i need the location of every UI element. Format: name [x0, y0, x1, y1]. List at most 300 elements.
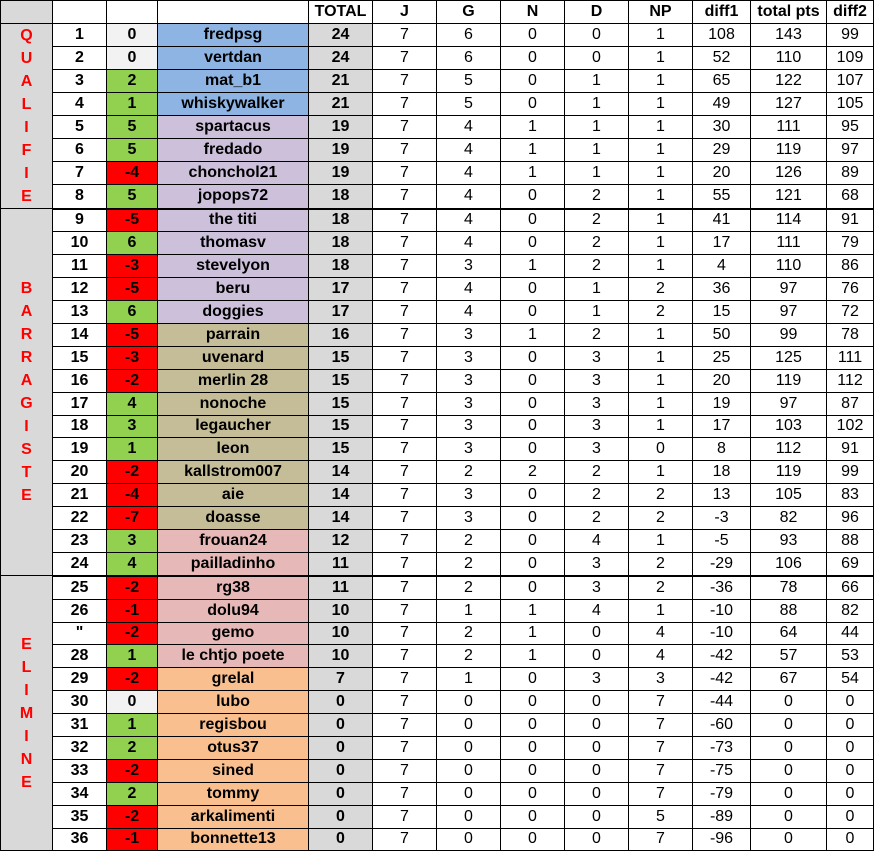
group-letter: E	[21, 635, 32, 653]
diff2-cell: 53	[827, 645, 874, 668]
player-name-cell: lubo	[158, 691, 309, 714]
player-name-cell: rg38	[158, 576, 309, 599]
rank-cell: 22	[53, 507, 107, 530]
diff2-cell: 91	[827, 438, 874, 461]
j-cell: 7	[373, 116, 437, 139]
np-cell: 3	[629, 668, 693, 691]
variation-cell: 3	[107, 415, 158, 438]
total-cell: 14	[309, 484, 373, 507]
rank-cell: 31	[53, 714, 107, 737]
j-cell: 7	[373, 484, 437, 507]
np-cell: 1	[629, 369, 693, 392]
np-cell: 1	[629, 47, 693, 70]
total-cell: 0	[309, 782, 373, 805]
n-cell: 0	[501, 759, 565, 782]
j-cell: 7	[373, 576, 437, 599]
j-cell: 7	[373, 714, 437, 737]
total-cell: 17	[309, 301, 373, 324]
player-name-cell: tommy	[158, 782, 309, 805]
player-name-cell: chonchol21	[158, 162, 309, 185]
variation-cell: -5	[107, 323, 158, 346]
player-name-cell: stevelyon	[158, 255, 309, 278]
player-name-cell: doasse	[158, 507, 309, 530]
np-cell: 1	[629, 232, 693, 255]
pts-cell: 0	[751, 714, 827, 737]
variation-cell: -2	[107, 805, 158, 828]
variation-cell: 0	[107, 47, 158, 70]
n-cell: 0	[501, 529, 565, 552]
g-cell: 3	[437, 255, 501, 278]
np-cell: 7	[629, 736, 693, 759]
d-cell: 3	[565, 346, 629, 369]
variation-cell: -7	[107, 507, 158, 530]
g-cell: 4	[437, 301, 501, 324]
player-name-cell: otus37	[158, 736, 309, 759]
rank-cell: 13	[53, 301, 107, 324]
player-name-cell: doggies	[158, 301, 309, 324]
group-letter: A	[20, 372, 33, 390]
g-cell: 0	[437, 736, 501, 759]
g-cell: 5	[437, 93, 501, 116]
d-cell: 2	[565, 185, 629, 209]
g-cell: 0	[437, 714, 501, 737]
d-cell: 0	[565, 24, 629, 47]
variation-cell: 1	[107, 645, 158, 668]
variation-cell: -4	[107, 484, 158, 507]
table-row	[1, 232, 874, 255]
diff2-cell: 76	[827, 278, 874, 301]
g-cell: 0	[437, 759, 501, 782]
j-cell: 7	[373, 301, 437, 324]
player-name-cell: aie	[158, 484, 309, 507]
group-letter: A	[20, 73, 33, 90]
np-cell: 2	[629, 278, 693, 301]
variation-cell: -3	[107, 255, 158, 278]
np-cell: 0	[629, 438, 693, 461]
j-cell: 7	[373, 209, 437, 232]
variation-cell: -3	[107, 346, 158, 369]
variation-cell: -1	[107, 599, 158, 622]
diff1-cell: -60	[693, 714, 751, 737]
group-letter: R	[20, 349, 33, 367]
diff1-cell: -29	[693, 552, 751, 575]
diff1-cell: 49	[693, 93, 751, 116]
np-cell: 7	[629, 691, 693, 714]
diff1-cell: 8	[693, 438, 751, 461]
total-cell: 17	[309, 278, 373, 301]
table-row	[1, 507, 874, 530]
player-name-cell: beru	[158, 278, 309, 301]
variation-cell: -2	[107, 461, 158, 484]
np-cell: 1	[629, 346, 693, 369]
diff2-cell: 87	[827, 392, 874, 415]
table-row	[1, 782, 874, 805]
d-cell: 1	[565, 70, 629, 93]
pts-cell: 0	[751, 759, 827, 782]
g-cell: 1	[437, 668, 501, 691]
d-cell: 2	[565, 461, 629, 484]
d-cell: 3	[565, 392, 629, 415]
n-cell: 0	[501, 209, 565, 232]
n-cell: 0	[501, 668, 565, 691]
rank-cell: 6	[53, 139, 107, 162]
player-name-cell: frouan24	[158, 529, 309, 552]
variation-cell: 5	[107, 116, 158, 139]
pts-cell: 143	[751, 24, 827, 47]
table-row	[1, 828, 874, 851]
rank-cell: 5	[53, 116, 107, 139]
n-cell: 0	[501, 805, 565, 828]
diff2-cell: 83	[827, 484, 874, 507]
diff2-cell: 107	[827, 70, 874, 93]
j-cell: 7	[373, 599, 437, 622]
player-name-cell: merlin 28	[158, 369, 309, 392]
diff1-cell: -75	[693, 759, 751, 782]
group-letter: I	[24, 165, 29, 182]
group-letter: Q	[20, 27, 33, 44]
total-cell: 15	[309, 392, 373, 415]
player-name-cell: grelal	[158, 668, 309, 691]
j-cell: 7	[373, 278, 437, 301]
diff2-cell: 0	[827, 828, 874, 851]
table-row	[1, 323, 874, 346]
diff1-cell: 41	[693, 209, 751, 232]
d-cell: 3	[565, 576, 629, 599]
table-row	[1, 759, 874, 782]
n-cell: 1	[501, 255, 565, 278]
diff2-cell: 112	[827, 369, 874, 392]
total-cell: 15	[309, 438, 373, 461]
rank-cell: 29	[53, 668, 107, 691]
player-name-cell: vertdan	[158, 47, 309, 70]
total-cell: 16	[309, 323, 373, 346]
pts-cell: 114	[751, 209, 827, 232]
pts-cell: 111	[751, 232, 827, 255]
player-name-cell: le chtjo poete	[158, 645, 309, 668]
pts-cell: 0	[751, 782, 827, 805]
variation-cell: 2	[107, 782, 158, 805]
total-cell: 19	[309, 162, 373, 185]
n-cell: 0	[501, 185, 565, 209]
g-cell: 3	[437, 507, 501, 530]
j-cell: 7	[373, 782, 437, 805]
pts-cell: 82	[751, 507, 827, 530]
diff1-cell: -36	[693, 576, 751, 599]
player-name-cell: mat_b1	[158, 70, 309, 93]
group-letter: E	[21, 773, 32, 791]
n-cell: 1	[501, 139, 565, 162]
pts-cell: 122	[751, 70, 827, 93]
variation-cell: 4	[107, 552, 158, 575]
np-cell: 7	[629, 714, 693, 737]
d-cell: 1	[565, 301, 629, 324]
table-row	[1, 714, 874, 737]
diff2-cell: 105	[827, 93, 874, 116]
table-row	[1, 668, 874, 691]
table-row	[1, 47, 874, 70]
player-name-cell: spartacus	[158, 116, 309, 139]
rank-cell: 3	[53, 70, 107, 93]
g-cell: 1	[437, 599, 501, 622]
pts-cell: 88	[751, 599, 827, 622]
g-cell: 0	[437, 828, 501, 851]
variation-cell: 1	[107, 438, 158, 461]
diff2-cell: 86	[827, 255, 874, 278]
diff1-cell: 20	[693, 162, 751, 185]
d-cell: 3	[565, 369, 629, 392]
total-cell: 0	[309, 691, 373, 714]
variation-cell: -2	[107, 759, 158, 782]
j-cell: 7	[373, 529, 437, 552]
j-cell: 7	[373, 24, 437, 47]
total-cell: 11	[309, 552, 373, 575]
variation-cell: -2	[107, 668, 158, 691]
np-cell: 1	[629, 139, 693, 162]
variation-cell: 5	[107, 185, 158, 209]
header-np: NP	[629, 1, 693, 24]
j-cell: 7	[373, 185, 437, 209]
n-cell: 0	[501, 93, 565, 116]
table-row	[1, 552, 874, 575]
j-cell: 7	[373, 461, 437, 484]
j-cell: 7	[373, 369, 437, 392]
diff1-cell: -79	[693, 782, 751, 805]
diff1-cell: -10	[693, 622, 751, 645]
n-cell: 1	[501, 116, 565, 139]
j-cell: 7	[373, 47, 437, 70]
rank-cell: 32	[53, 736, 107, 759]
diff2-cell: 68	[827, 185, 874, 209]
header-diff1: diff1	[693, 1, 751, 24]
g-cell: 3	[437, 323, 501, 346]
diff1-cell: -96	[693, 828, 751, 851]
n-cell: 0	[501, 346, 565, 369]
pts-cell: 0	[751, 691, 827, 714]
variation-cell: 1	[107, 93, 158, 116]
group-letter: G	[20, 395, 33, 413]
player-name-cell: legaucher	[158, 415, 309, 438]
table-row	[1, 529, 874, 552]
diff1-cell: 65	[693, 70, 751, 93]
table-row	[1, 645, 874, 668]
variation-cell: 4	[107, 392, 158, 415]
table-row	[1, 369, 874, 392]
table-row	[1, 24, 874, 47]
d-cell: 0	[565, 714, 629, 737]
variation-cell: -1	[107, 828, 158, 851]
j-cell: 7	[373, 139, 437, 162]
diff2-cell: 79	[827, 232, 874, 255]
n-cell: 0	[501, 369, 565, 392]
np-cell: 5	[629, 805, 693, 828]
d-cell: 3	[565, 668, 629, 691]
g-cell: 0	[437, 782, 501, 805]
diff2-cell: 0	[827, 736, 874, 759]
pts-cell: 97	[751, 278, 827, 301]
diff1-cell: 15	[693, 301, 751, 324]
total-cell: 12	[309, 529, 373, 552]
j-cell: 7	[373, 323, 437, 346]
header-g: G	[437, 1, 501, 24]
n-cell: 1	[501, 162, 565, 185]
player-name-cell: whiskywalker	[158, 93, 309, 116]
np-cell: 1	[629, 70, 693, 93]
g-cell: 3	[437, 346, 501, 369]
rank-cell: 2	[53, 47, 107, 70]
diff1-cell: 20	[693, 369, 751, 392]
n-cell: 0	[501, 232, 565, 255]
diff1-cell: 29	[693, 139, 751, 162]
g-cell: 0	[437, 805, 501, 828]
np-cell: 7	[629, 782, 693, 805]
table-row	[1, 576, 874, 599]
group-letter: E	[21, 487, 32, 505]
d-cell: 0	[565, 622, 629, 645]
d-cell: 0	[565, 782, 629, 805]
total-cell: 15	[309, 346, 373, 369]
n-cell: 0	[501, 47, 565, 70]
g-cell: 5	[437, 70, 501, 93]
diff2-cell: 72	[827, 301, 874, 324]
rank-cell: "	[53, 622, 107, 645]
rank-cell: 34	[53, 782, 107, 805]
g-cell: 6	[437, 47, 501, 70]
pts-cell: 64	[751, 622, 827, 645]
j-cell: 7	[373, 759, 437, 782]
rank-cell: 8	[53, 185, 107, 209]
d-cell: 4	[565, 529, 629, 552]
diff2-cell: 95	[827, 116, 874, 139]
n-cell: 0	[501, 415, 565, 438]
rank-cell: 7	[53, 162, 107, 185]
table-row	[1, 162, 874, 185]
total-cell: 10	[309, 599, 373, 622]
group-letter: U	[20, 50, 33, 67]
group-letter: I	[24, 418, 29, 436]
group-letter: N	[20, 750, 33, 768]
group-letter: T	[21, 464, 32, 482]
j-cell: 7	[373, 162, 437, 185]
player-name-cell: sined	[158, 759, 309, 782]
total-cell: 14	[309, 507, 373, 530]
diff1-cell: 50	[693, 323, 751, 346]
pts-cell: 0	[751, 805, 827, 828]
g-cell: 2	[437, 461, 501, 484]
rank-cell: 28	[53, 645, 107, 668]
group-letter: B	[20, 280, 33, 298]
table-row	[1, 346, 874, 369]
rank-cell: 24	[53, 552, 107, 575]
n-cell: 0	[501, 782, 565, 805]
np-cell: 1	[629, 185, 693, 209]
variation-cell: 1	[107, 714, 158, 737]
variation-cell: 0	[107, 24, 158, 47]
np-cell: 7	[629, 828, 693, 851]
standings-body	[1, 24, 874, 851]
player-name-cell: pailladinho	[158, 552, 309, 575]
pts-cell: 112	[751, 438, 827, 461]
np-cell: 1	[629, 209, 693, 232]
j-cell: 7	[373, 622, 437, 645]
n-cell: 0	[501, 484, 565, 507]
total-cell: 21	[309, 93, 373, 116]
np-cell: 2	[629, 484, 693, 507]
diff1-cell: 108	[693, 24, 751, 47]
diff2-cell: 44	[827, 622, 874, 645]
g-cell: 2	[437, 552, 501, 575]
group-label	[1, 576, 53, 851]
g-cell: 4	[437, 162, 501, 185]
rank-cell: 25	[53, 576, 107, 599]
pts-cell: 111	[751, 116, 827, 139]
np-cell: 1	[629, 93, 693, 116]
group-label	[1, 24, 53, 209]
pts-cell: 0	[751, 828, 827, 851]
pts-cell: 121	[751, 185, 827, 209]
group-letter: R	[20, 326, 33, 344]
np-cell: 1	[629, 255, 693, 278]
player-name-cell: parrain	[158, 323, 309, 346]
diff1-cell: 25	[693, 346, 751, 369]
total-cell: 18	[309, 209, 373, 232]
d-cell: 0	[565, 759, 629, 782]
diff1-cell: -42	[693, 645, 751, 668]
total-cell: 0	[309, 759, 373, 782]
pts-cell: 125	[751, 346, 827, 369]
n-cell: 1	[501, 323, 565, 346]
diff1-cell: 52	[693, 47, 751, 70]
g-cell: 3	[437, 438, 501, 461]
header-row	[1, 1, 874, 24]
diff2-cell: 0	[827, 714, 874, 737]
np-cell: 2	[629, 576, 693, 599]
total-cell: 11	[309, 576, 373, 599]
np-cell: 4	[629, 645, 693, 668]
table-row	[1, 70, 874, 93]
table-row	[1, 278, 874, 301]
rank-cell: 19	[53, 438, 107, 461]
table-row	[1, 392, 874, 415]
n-cell: 0	[501, 507, 565, 530]
table-row	[1, 461, 874, 484]
g-cell: 3	[437, 369, 501, 392]
j-cell: 7	[373, 828, 437, 851]
player-name-cell: gemo	[158, 622, 309, 645]
total-cell: 0	[309, 714, 373, 737]
n-cell: 0	[501, 24, 565, 47]
g-cell: 2	[437, 576, 501, 599]
diff2-cell: 99	[827, 461, 874, 484]
rank-cell: 12	[53, 278, 107, 301]
d-cell: 1	[565, 93, 629, 116]
variation-cell: -4	[107, 162, 158, 185]
np-cell: 1	[629, 599, 693, 622]
j-cell: 7	[373, 392, 437, 415]
diff1-cell: 30	[693, 116, 751, 139]
diff1-cell: 55	[693, 185, 751, 209]
pts-cell: 119	[751, 369, 827, 392]
variation-cell: 3	[107, 529, 158, 552]
total-cell: 10	[309, 645, 373, 668]
total-cell: 7	[309, 668, 373, 691]
g-cell: 4	[437, 209, 501, 232]
header-total: TOTAL	[309, 1, 373, 24]
table-row	[1, 116, 874, 139]
diff2-cell: 69	[827, 552, 874, 575]
rank-cell: 15	[53, 346, 107, 369]
table-row	[1, 691, 874, 714]
g-cell: 4	[437, 116, 501, 139]
